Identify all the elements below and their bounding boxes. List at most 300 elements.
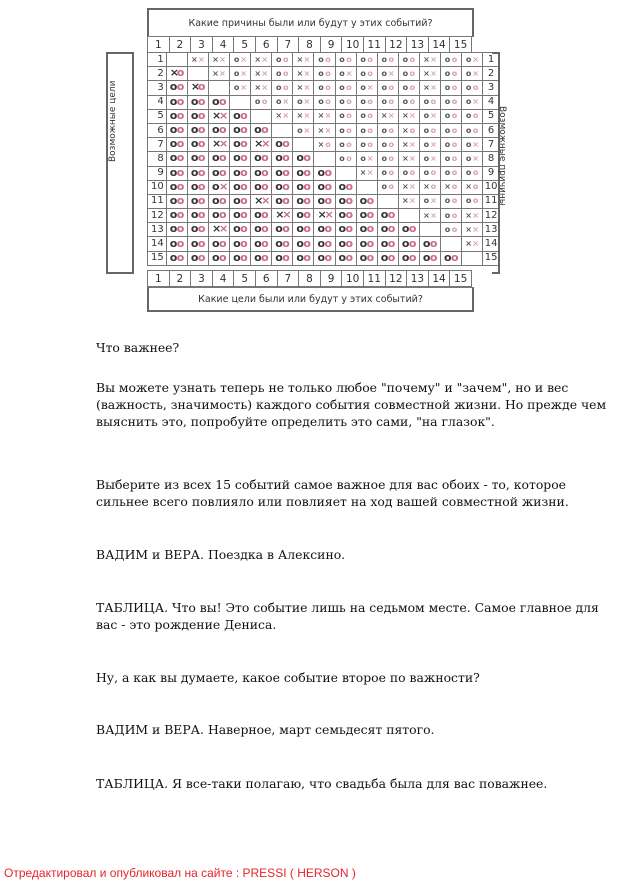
column-number: 15 — [450, 37, 472, 53]
circle-mark: o — [197, 123, 206, 137]
column-number: 12 — [385, 37, 407, 53]
circle-mark: o — [465, 97, 472, 107]
grid-cell — [377, 237, 398, 251]
grid-cell — [440, 194, 461, 208]
circle-mark: o — [254, 250, 262, 264]
circle-mark: o — [261, 222, 269, 236]
cross-mark: × — [401, 182, 409, 192]
grid-cell — [293, 95, 314, 109]
circle-mark: o — [169, 250, 178, 264]
grid-cell — [208, 166, 229, 180]
circle-mark: o — [472, 125, 479, 135]
grid-cell — [272, 81, 293, 95]
circle-mark: o — [282, 165, 290, 179]
grid-cell — [208, 53, 229, 67]
circle-mark: o — [402, 97, 409, 107]
circle-mark: o — [325, 82, 331, 92]
grid-cell — [251, 67, 272, 81]
cross-mark: × — [317, 125, 325, 135]
grid-cell — [356, 166, 377, 180]
circle-mark: o — [444, 125, 451, 135]
grid-cell — [398, 251, 419, 265]
cross-mark: × — [261, 137, 271, 151]
grid-cell — [419, 209, 440, 223]
circle-mark: o — [367, 111, 373, 121]
circle-mark: o — [409, 97, 416, 107]
circle-mark: o — [360, 97, 366, 107]
circle-mark: o — [409, 54, 416, 64]
circle-mark: o — [381, 139, 387, 149]
grid-cell — [230, 138, 251, 152]
grid-cell — [208, 152, 229, 166]
grid-cell — [166, 123, 187, 137]
cross-mark: × — [408, 139, 416, 149]
grid-cell — [272, 95, 293, 109]
circle-mark: o — [233, 222, 241, 236]
circle-mark: o — [197, 137, 206, 151]
row-number: 3 — [148, 81, 167, 95]
grid-cell — [208, 209, 229, 223]
circle-mark: o — [211, 208, 220, 222]
grid-cell — [398, 138, 419, 152]
circle-mark: o — [360, 111, 366, 121]
bottom-title: Какие цели были или будут у этих событий? — [147, 287, 474, 312]
circle-mark: o — [409, 125, 416, 135]
grid-cell — [166, 95, 187, 109]
grid-cell — [314, 251, 335, 265]
cross-mark: × — [275, 111, 283, 121]
circle-mark: o — [472, 196, 479, 206]
grid-cell — [335, 67, 356, 81]
cross-mark: × — [303, 82, 311, 92]
grid-cell — [419, 180, 440, 194]
grid-cell — [230, 209, 251, 223]
grid-cell — [377, 138, 398, 152]
grid-cell — [419, 152, 440, 166]
circle-mark: o — [197, 250, 206, 264]
grid-cell-diagonal — [314, 152, 335, 166]
grid-cell — [251, 95, 272, 109]
circle-mark: o — [197, 193, 206, 207]
circle-mark: o — [233, 108, 241, 122]
grid-row — [148, 223, 500, 237]
circle-mark: o — [366, 208, 375, 222]
grid-cell — [419, 81, 440, 95]
cross-mark: × — [296, 82, 304, 92]
grid-cell — [230, 237, 251, 251]
cross-mark: × — [303, 97, 311, 107]
grid-cell — [208, 237, 229, 251]
circle-mark: o — [388, 125, 394, 135]
circle-mark: o — [296, 250, 304, 264]
circle-mark: o — [254, 179, 262, 193]
circle-mark: o — [261, 151, 269, 165]
circle-mark: o — [451, 168, 458, 178]
dialogue-vadim-vera-1: ВАДИМ и ВЕРА. Поездка в Алексино. — [96, 547, 346, 562]
grid-cell — [398, 152, 419, 166]
grid-cell — [230, 152, 251, 166]
grid-cell — [251, 251, 272, 265]
circle-mark: o — [408, 236, 417, 250]
grid-cell — [356, 67, 377, 81]
circle-mark: o — [275, 151, 283, 165]
circle-mark: o — [451, 153, 458, 163]
circle-mark: o — [303, 208, 311, 222]
cross-mark: × — [218, 137, 229, 151]
column-number: 13 — [407, 37, 429, 53]
grid-cell — [293, 67, 314, 81]
circle-mark: o — [176, 94, 185, 108]
cross-mark: × — [359, 168, 367, 178]
circle-mark: o — [338, 208, 347, 222]
circle-mark: o — [233, 193, 241, 207]
circle-mark: o — [401, 236, 410, 250]
grid-cell — [462, 95, 483, 109]
cross-mark: × — [261, 68, 269, 78]
circle-mark: o — [303, 193, 311, 207]
circle-mark: o — [211, 123, 220, 137]
cross-mark: × — [430, 68, 437, 78]
circle-mark: o — [402, 82, 409, 92]
cross-mark: × — [465, 239, 472, 249]
grid-cell — [272, 53, 293, 67]
circle-mark: o — [254, 208, 262, 222]
grid-cell — [335, 81, 356, 95]
grid-cell — [398, 109, 419, 123]
grid-cell — [230, 166, 251, 180]
grid-row — [148, 67, 500, 81]
circle-mark: o — [296, 193, 304, 207]
cross-mark: × — [282, 111, 290, 121]
grid-cell — [187, 223, 208, 237]
cross-mark: × — [282, 97, 290, 107]
circle-mark: o — [465, 111, 472, 121]
grid-cell — [272, 180, 293, 194]
grid-cell — [314, 138, 335, 152]
grid-cell — [187, 194, 208, 208]
grid-cell — [293, 109, 314, 123]
circle-mark: o — [176, 151, 185, 165]
grid-cell — [187, 152, 208, 166]
circle-mark: o — [381, 82, 387, 92]
grid-cell — [377, 81, 398, 95]
circle-mark: o — [408, 250, 417, 264]
circle-mark: o — [218, 208, 227, 222]
circle-mark: o — [339, 68, 345, 78]
circle-mark: o — [233, 236, 241, 250]
grid-cell — [440, 180, 461, 194]
circle-mark: o — [359, 222, 368, 236]
circle-mark: o — [345, 193, 354, 207]
cross-mark: × — [218, 222, 229, 236]
circle-mark: o — [211, 250, 220, 264]
circle-mark: o — [388, 82, 394, 92]
circle-mark: o — [261, 236, 269, 250]
circle-mark: o — [233, 165, 241, 179]
grid-cell — [251, 223, 272, 237]
grid-cell — [377, 152, 398, 166]
column-number: 5 — [234, 37, 256, 53]
grid-cell — [356, 251, 377, 265]
circle-mark: o — [346, 153, 352, 163]
circle-mark: o — [218, 165, 227, 179]
grid-cell — [272, 223, 293, 237]
grid-cell — [377, 123, 398, 137]
cross-mark: × — [240, 82, 247, 92]
cross-mark: × — [324, 208, 334, 222]
circle-mark: o — [303, 165, 311, 179]
circle-mark: o — [176, 179, 185, 193]
circle-mark: o — [254, 236, 262, 250]
circle-mark: o — [345, 236, 354, 250]
row-number-right: 4 — [483, 95, 500, 109]
grid-cell — [440, 138, 461, 152]
grid-cell — [187, 53, 208, 67]
circle-mark: o — [429, 236, 438, 250]
circle-mark: o — [296, 236, 304, 250]
dialogue-table-1: ТАБЛИЦА. Что вы! Это событие лишь на седьмом месте. Самое главное для вас - это рождение Дениса. — [96, 600, 599, 632]
grid-cell — [314, 81, 335, 95]
circle-mark: o — [240, 137, 248, 151]
circle-mark: o — [444, 54, 451, 64]
circle-mark: o — [346, 54, 352, 64]
cross-mark: × — [282, 208, 292, 222]
circle-mark: o — [218, 151, 227, 165]
grid-cell — [356, 95, 377, 109]
circle-mark: o — [444, 153, 451, 163]
grid-cell — [419, 53, 440, 67]
grid-cell — [377, 251, 398, 265]
cross-mark: × — [240, 68, 247, 78]
circle-mark: o — [338, 222, 347, 236]
cross-mark: × — [408, 111, 416, 121]
cross-mark: × — [219, 68, 226, 78]
cross-mark: × — [212, 54, 219, 64]
grid-cell — [440, 67, 461, 81]
paragraph-intro: Вы можете узнать теперь не только любое "почему" и "зачем", но и вес (важность, значимость) каждого события совместной жизни. Но прежде чем выяснить это, попробуйте определить это сами, "на глазок". — [96, 380, 607, 429]
circle-mark: o — [176, 165, 185, 179]
grid-cell — [187, 123, 208, 137]
cross-mark: × — [444, 182, 451, 192]
circle-mark: o — [296, 151, 304, 165]
circle-mark: o — [366, 193, 375, 207]
circle-mark: o — [387, 208, 396, 222]
grid-cell — [314, 223, 335, 237]
circle-mark: o — [472, 168, 479, 178]
grid-row — [148, 109, 500, 123]
cross-mark: × — [430, 210, 437, 220]
circle-mark: o — [254, 97, 261, 107]
grid-cell — [293, 223, 314, 237]
circle-mark: o — [465, 196, 472, 206]
circle-mark: o — [367, 68, 373, 78]
circle-mark: o — [169, 179, 178, 193]
row-number: 13 — [148, 223, 167, 237]
grid-cell-diagonal — [166, 53, 187, 67]
circle-mark: o — [381, 125, 387, 135]
row-number-right: 2 — [483, 67, 500, 81]
grid-cell — [251, 194, 272, 208]
grid-cell — [398, 81, 419, 95]
circle-mark: o — [472, 111, 479, 121]
grid-cell — [293, 180, 314, 194]
cross-mark: × — [430, 139, 437, 149]
circle-mark: o — [381, 54, 387, 64]
cross-mark: × — [169, 66, 180, 80]
grid-cell — [356, 223, 377, 237]
event-matrix-figure — [100, 6, 507, 312]
circle-mark: o — [430, 168, 437, 178]
cross-mark: × — [472, 54, 479, 64]
grid-cell — [335, 109, 356, 123]
circle-mark: o — [381, 68, 387, 78]
circle-mark: o — [318, 97, 324, 107]
grid-cell — [293, 81, 314, 95]
row-number-right: 5 — [483, 109, 500, 123]
cross-mark: × — [408, 182, 416, 192]
grid-cell — [419, 109, 440, 123]
circle-mark: o — [211, 179, 220, 193]
circle-mark: o — [240, 179, 248, 193]
circle-mark: o — [324, 250, 333, 264]
grid-cell — [440, 81, 461, 95]
circle-mark: o — [423, 153, 430, 163]
grid-row — [148, 138, 500, 152]
grid-cell — [398, 53, 419, 67]
grid-cell — [462, 109, 483, 123]
circle-mark: o — [444, 68, 451, 78]
circle-mark: o — [169, 123, 178, 137]
grid-cell — [208, 67, 229, 81]
row-number: 9 — [148, 166, 167, 180]
grid-cell — [293, 166, 314, 180]
circle-mark: o — [324, 193, 333, 207]
grid-cell — [272, 138, 293, 152]
circle-mark: o — [303, 250, 311, 264]
circle-mark: o — [346, 111, 352, 121]
circle-mark: o — [324, 179, 333, 193]
grid-cell-diagonal — [272, 123, 293, 137]
cross-mark: × — [380, 111, 388, 121]
circle-mark: o — [430, 182, 437, 192]
grid-cell — [356, 109, 377, 123]
circle-mark: o — [169, 151, 178, 165]
circle-mark: o — [176, 137, 185, 151]
circle-mark: o — [465, 54, 472, 64]
grid-cell — [166, 67, 187, 81]
grid-cell — [208, 223, 229, 237]
grid-cell — [208, 95, 229, 109]
grid-cell — [356, 123, 377, 137]
circle-mark: o — [169, 165, 178, 179]
grid-row — [148, 251, 500, 265]
row-number-right: 13 — [483, 223, 500, 237]
circle-mark: o — [422, 250, 431, 264]
circle-mark: o — [317, 193, 326, 207]
dialogue-table-2: ТАБЛИЦА. Я все-таки полагаю, что свадьба была для вас поважнее. — [96, 776, 548, 791]
cross-mark: × — [430, 54, 437, 64]
grid-cell — [462, 194, 483, 208]
column-number: 11 — [363, 271, 385, 287]
circle-mark: o — [451, 82, 458, 92]
circle-mark: o — [190, 179, 199, 193]
circle-mark: o — [381, 153, 387, 163]
circle-mark: o — [367, 125, 373, 135]
circle-mark: o — [282, 250, 290, 264]
circle-mark: o — [233, 137, 241, 151]
grid-cell — [335, 180, 356, 194]
grid-cell — [293, 209, 314, 223]
cross-mark: × — [254, 193, 264, 207]
grid-cell — [398, 123, 419, 137]
circle-mark: o — [346, 97, 352, 107]
column-number: 1 — [148, 37, 170, 53]
grid-cell — [356, 152, 377, 166]
grid-cell — [293, 123, 314, 137]
grid-cell — [230, 223, 251, 237]
circle-mark: o — [197, 208, 206, 222]
grid-cell — [419, 194, 440, 208]
circle-mark: o — [233, 82, 240, 92]
grid-cell — [419, 166, 440, 180]
grid-cell — [377, 166, 398, 180]
circle-mark: o — [197, 179, 206, 193]
grid-cell — [208, 109, 229, 123]
row-number: 6 — [148, 123, 167, 137]
grid-cell — [462, 223, 483, 237]
grid-cell — [314, 109, 335, 123]
grid-cell — [440, 251, 461, 265]
circle-mark: o — [360, 82, 366, 92]
circle-mark: o — [240, 250, 248, 264]
grid-cell — [440, 166, 461, 180]
grid-cell — [377, 95, 398, 109]
cross-mark: × — [387, 111, 395, 121]
grid-cell — [440, 53, 461, 67]
circle-mark: o — [197, 80, 206, 94]
grid-cell — [314, 53, 335, 67]
grid-cell — [356, 237, 377, 251]
grid-cell — [462, 180, 483, 194]
grid-cell — [398, 223, 419, 237]
grid-cell — [462, 138, 483, 152]
row-number: 4 — [148, 95, 167, 109]
grid-cell — [166, 194, 187, 208]
circle-mark: o — [276, 82, 282, 92]
grid-row — [148, 180, 500, 194]
circle-mark: o — [387, 236, 396, 250]
cross-mark: × — [366, 82, 374, 92]
grid-cell — [272, 152, 293, 166]
circle-mark: o — [388, 182, 394, 192]
circle-mark: o — [275, 137, 283, 151]
grid-cell — [462, 123, 483, 137]
grid-cell — [462, 152, 483, 166]
grid-cell — [419, 138, 440, 152]
circle-mark: o — [190, 193, 199, 207]
row-number: 14 — [148, 237, 167, 251]
circle-mark: o — [339, 82, 345, 92]
grid-cell — [293, 53, 314, 67]
cross-mark: × — [296, 54, 304, 64]
circle-mark: o — [360, 68, 366, 78]
circle-mark: o — [261, 250, 269, 264]
cross-mark: × — [423, 210, 430, 220]
circle-mark: o — [444, 224, 451, 234]
circle-mark: o — [451, 250, 459, 264]
row-number: 5 — [148, 109, 167, 123]
grid-cell-diagonal — [440, 237, 461, 251]
